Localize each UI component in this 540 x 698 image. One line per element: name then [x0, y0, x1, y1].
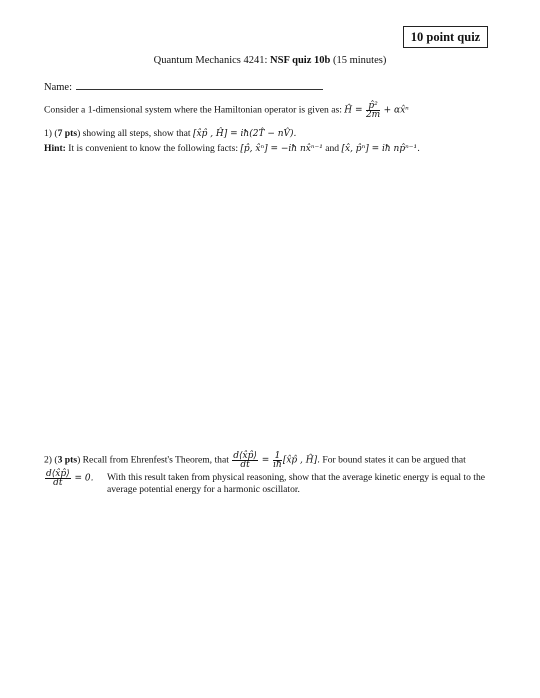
course-name: Quantum Mechanics 4241:: [153, 55, 271, 66]
question-2-line-2: [44, 470, 93, 487]
hamiltonian-intro: [44, 102, 409, 119]
inverse-ihbar-fraction: [273, 452, 282, 469]
hamiltonian-lhs: Ĥ =: [344, 105, 363, 116]
derivative-denominator-2: dt: [53, 478, 63, 488]
question-2-line-1: [44, 452, 466, 469]
ehrenfest-derivative-2: [45, 470, 71, 487]
q2-text-3-content: With this result taken from physical reasoning, show that the average kinetic energy is equal to the average potential energy for a harmonic oscillator.: [107, 472, 486, 495]
question-1: [44, 128, 296, 140]
fraction-one: 1: [274, 451, 281, 461]
name-blank-line[interactable]: [76, 80, 323, 90]
name-field-row: [44, 80, 323, 93]
name-label: Name:: [44, 82, 72, 93]
quiz-id: NSF quiz 10b: [270, 55, 331, 66]
hint-fact-2: [x̂, p̂ⁿ] = iħ np̂ⁿ⁻¹.: [341, 144, 420, 154]
q1-text: ) showing all steps, show that: [77, 128, 193, 139]
q1-number: 1) (: [44, 128, 58, 139]
q1-commutator-expression: [x̂p̂ , Ĥ] = iħ(2T̂ − nV̂).: [192, 129, 297, 139]
derivative-numerator: d⟨x̂p̂⟩: [233, 451, 257, 461]
derivative-denominator: dt: [240, 460, 250, 470]
q2-points: 3 pts: [57, 454, 78, 466]
quiz-title: [0, 55, 540, 66]
equals-zero: = 0.: [71, 473, 94, 484]
kinetic-denominator: 2m: [365, 110, 381, 120]
q2-number: 2) (: [44, 454, 58, 466]
fraction-ihbar: iħ: [273, 460, 282, 470]
intro-text: Consider a 1-dimensional system where the Hamiltonian operator is given as:: [44, 104, 345, 116]
q2-equals: =: [258, 455, 273, 466]
q1-points: 7 pts: [57, 128, 78, 139]
hint-text: It is convenient to know the following facts:: [65, 143, 241, 154]
q2-text-1: ) Recall from Ehrenfest's Theorem, that: [77, 454, 232, 466]
hint-label: Hint:: [44, 143, 66, 154]
hint-and: and: [322, 143, 342, 154]
quiz-points-badge: 10 point quiz: [403, 26, 488, 48]
hamiltonian-rhs: + αx̂ⁿ: [383, 105, 409, 116]
q2-text-2: For bound states it can be argued that: [320, 454, 466, 466]
q2-text-3: [107, 472, 517, 496]
hint-fact-1: [p̂, x̂ⁿ] = −iħ nx̂ⁿ⁻¹: [240, 144, 323, 154]
ehrenfest-derivative: [232, 452, 258, 469]
q2-commutator: [x̂p̂ , Ĥ].: [282, 455, 320, 466]
kinetic-fraction: [366, 102, 380, 119]
quiz-duration: (15 minutes): [330, 55, 387, 66]
q1-hint: [44, 143, 420, 155]
derivative-numerator-2: d⟨x̂p̂⟩: [46, 469, 70, 479]
kinetic-numerator: p̂²: [366, 102, 380, 111]
